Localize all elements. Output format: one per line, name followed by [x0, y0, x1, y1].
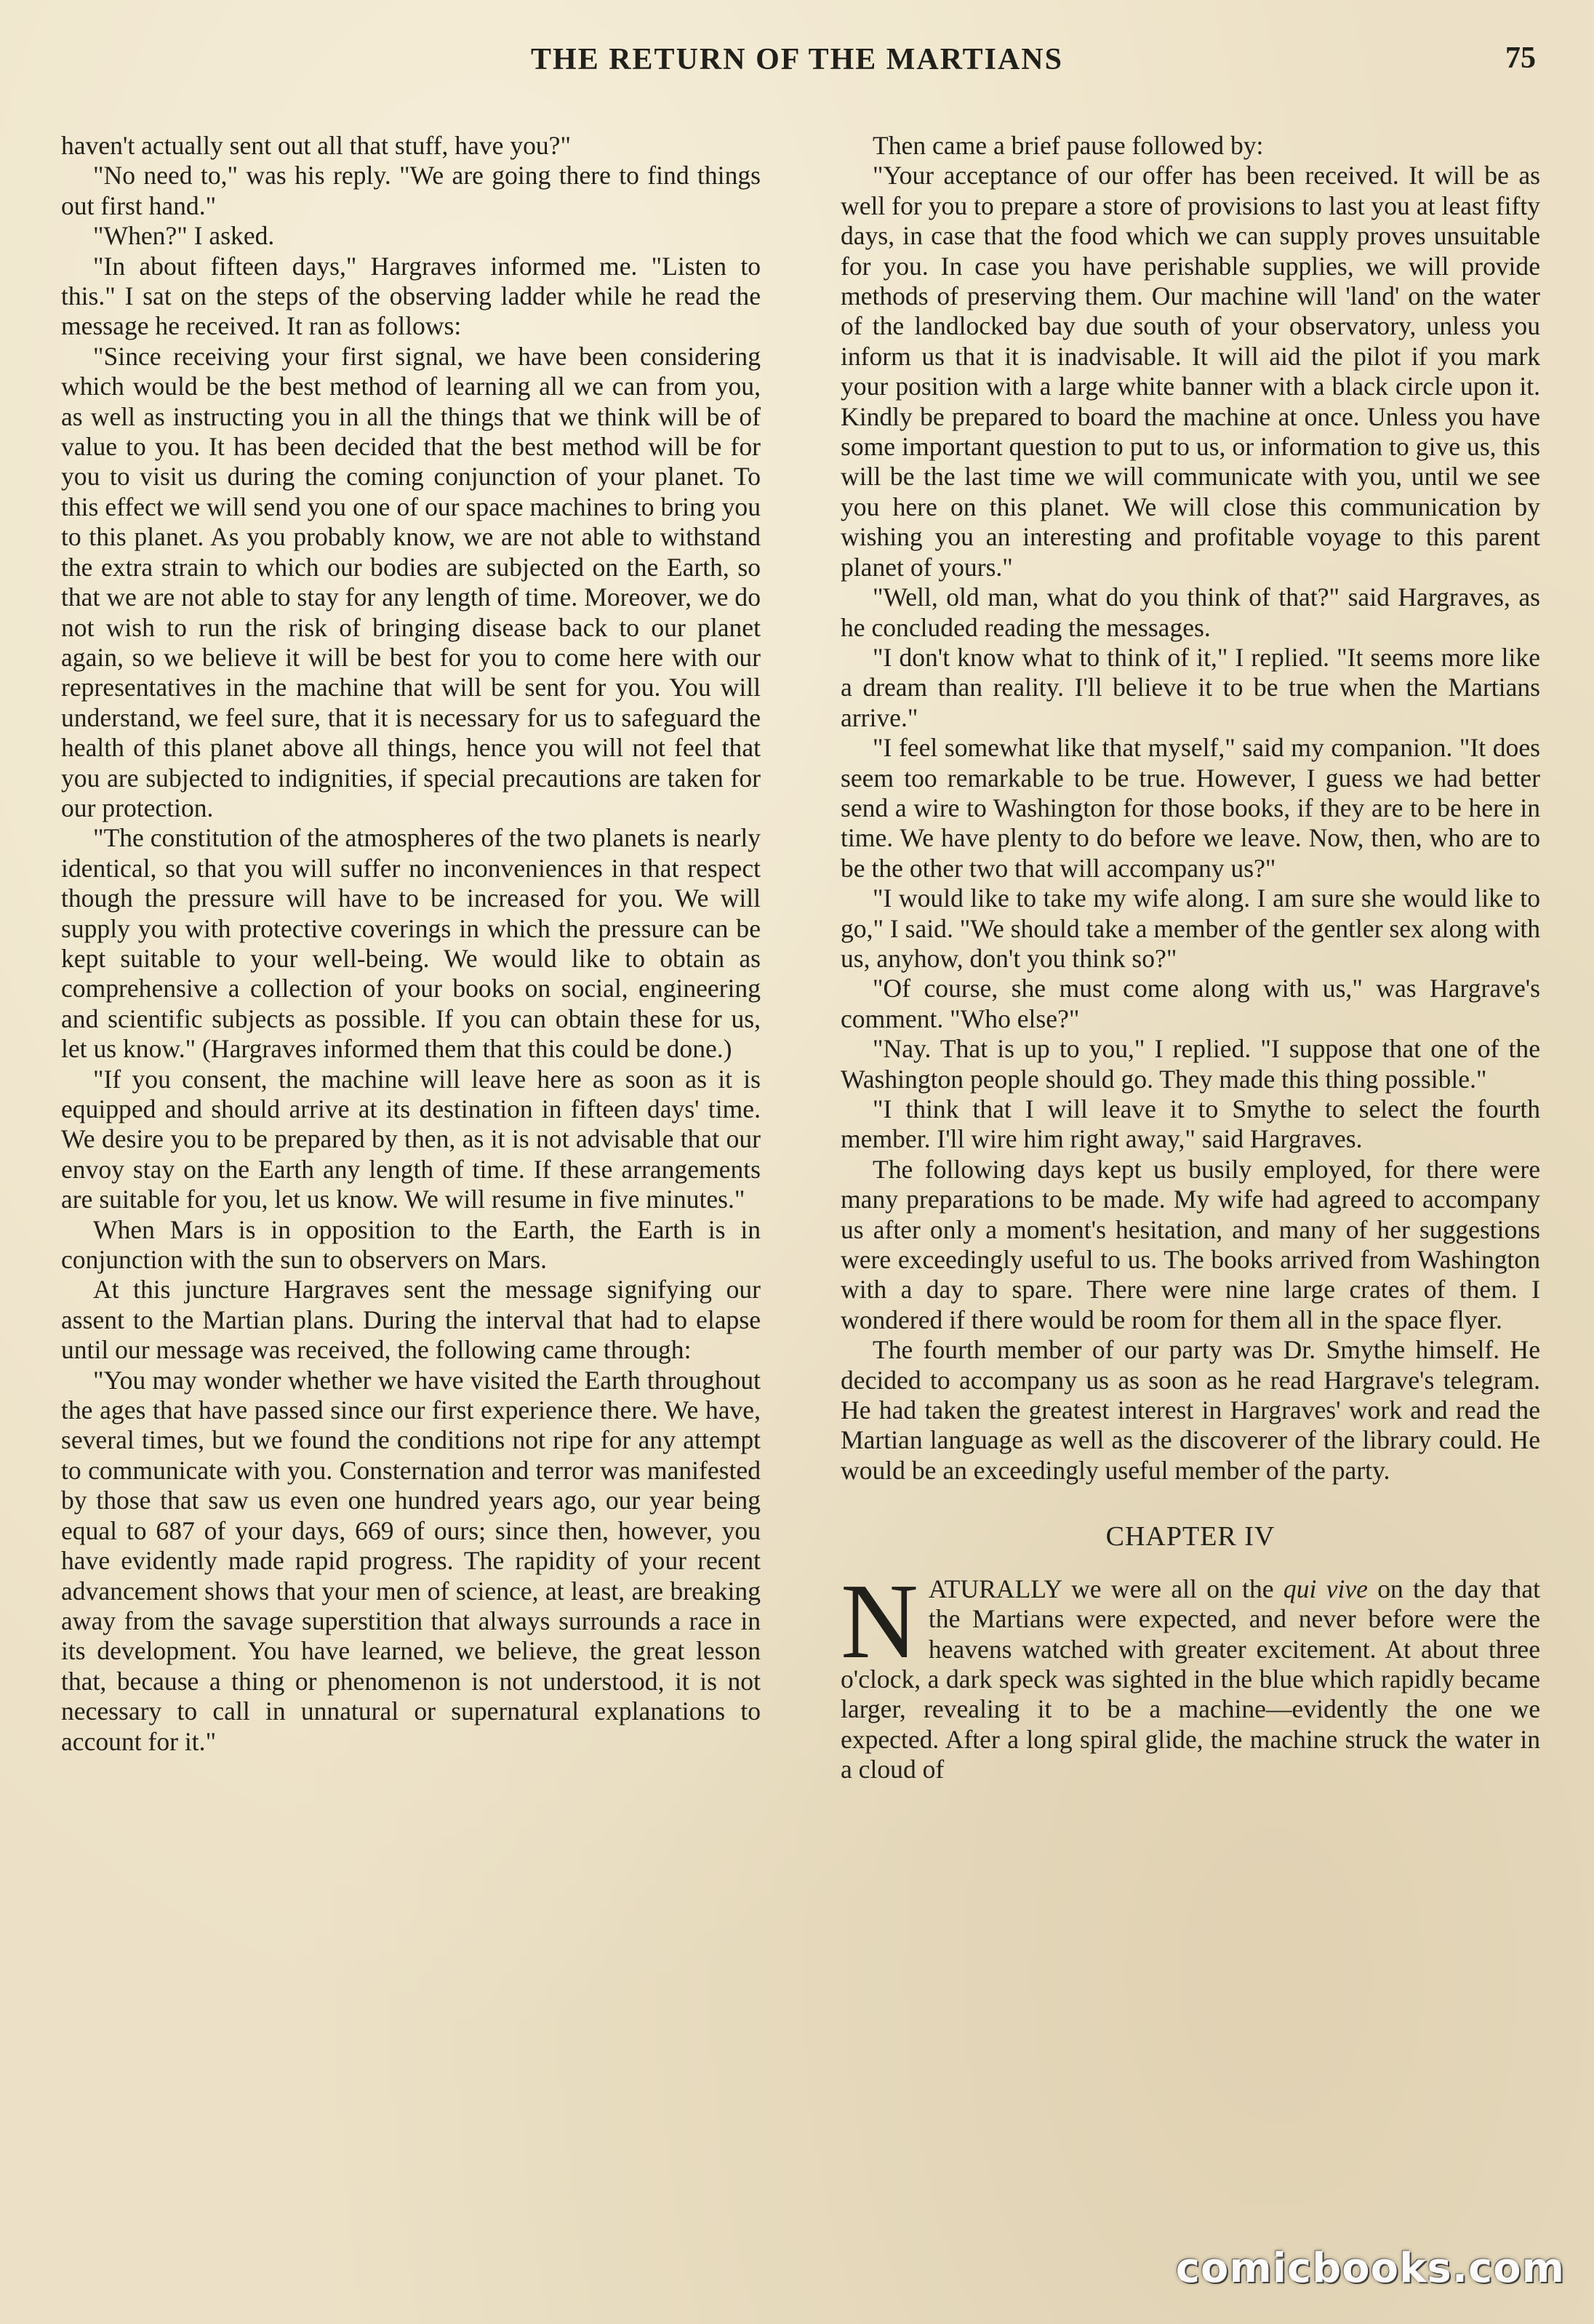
- chapter-opening-paragraph: [841, 1561, 1540, 1785]
- chapter-text-after-italic: on the day that the Martians were expected, and never before were the heavens watched with greater excitement. At about three o'clock, a dark speck was sighted in the blue which rapidly became larger, revealing it to be a machine—evidently the one we expected. After a long spiral glide, the machine struck the water in a cloud of: [841, 1574, 1540, 1784]
- paragraph: "I think that I will leave it to Smythe to select the fourth member. I'll wire him right away," said Hargraves.: [841, 1094, 1540, 1154]
- paragraph: "When?" I asked.: [93, 221, 275, 251]
- paragraph: "If you consent, the machine will leave here as soon as it is equipped and should arrive at its destination in fifteen days' time. We desire you to be prepared by then, as it is not advisable that our envoy stay on the Earth any length of time. If these arrangements are suitable for you, let us know. We will resume in five minutes.": [61, 1064, 761, 1214]
- paragraph: "You may wonder whether we have visited the Earth throughout the ages that have passed since our first experience there. We have, several times, but we found the conditions not ripe for any attempt to communicate with you. Consternation and terror was manifested by those that saw us even one hundred years ago, our year being equal to 687 of your days, 669 of ours; since then, however, you have evidently made rapid progress. The rapidity of your recent advancement shows that your men of science, at least, are breaking away from the savage superstition that always surrounds a race in its development. You have learned, we believe, the great lesson that, because a thing or phenomenon is not understood, it is not necessary to call in unnatural or supernatural explanations to account for it.": [61, 1365, 761, 1756]
- page-number: 75: [1505, 41, 1536, 75]
- paragraph: When Mars is in opposition to the Earth, the Earth is in conjunction with the sun to observers on Mars.: [61, 1214, 761, 1275]
- paragraph: "Of course, she must come along with us," was Hargrave's comment. "Who else?": [841, 974, 1540, 1033]
- paragraph: The fourth member of our party was Dr. Smythe himself. He decided to accompany us as soon as he read Hargrave's telegram. He had taken the greatest interest in Hargraves' work and read the Martian language as well as the discoverer of the library could. He would be an exceedingly useful member of the party.: [841, 1335, 1540, 1485]
- paragraph: "No need to," was his reply. "We are going there to find things out first hand.": [61, 161, 761, 220]
- paragraph: "Your acceptance of our offer has been received. It will be as well for you to prepare a store of provisions to last you at least fifty days, in case that the food which we can supply proves unsuitable for you. In case you have perishable supplies, we will provide methods of preserving them. Our machine will 'land' on the water of the landlocked bay due south of your observatory, unless you inform us that it is inadvisable. It will aid the pilot if you mark your position with a large white banner with a black circle upon it. Kindly be prepared to board the machine at once. Unless you have some important question to put to us, or information to give us, this will be the last time we will communicate with you, until we see you here on this planet. We will close this communication by wishing you an interesting and profitable voyage to this parent planet of yours.": [841, 161, 1540, 582]
- paragraph: The following days kept us busily employed, for there were many preparations to be made. My wife had agreed to accompany us after only a moment's hesitation, and many of her suggestions were exceedingly useful to us. The books arrived from Washington with a day to spare. There were nine large crates of them. I wondered if there would be room for them all in the space flyer.: [841, 1154, 1540, 1334]
- paragraph: haven't actually sent out all that stuff, have you?": [61, 131, 572, 160]
- opening-caps: ATURALLY: [928, 1574, 1062, 1603]
- paragraph: "I feel somewhat like that myself," said my companion. "It does seem too remarkable to be true. However, I guess we had better send a wire to Washington for those books, if they are to be here in time. We have plenty to do before we leave. Now, then, who are to be the other two that will accompany us?": [841, 733, 1540, 883]
- right-column: [841, 131, 1540, 2261]
- paragraph: "Nay. That is up to you," I replied. "I suppose that one of the Washington people should go. They made this thing possible.": [841, 1034, 1540, 1094]
- paragraph: "The constitution of the atmospheres of the two planets is nearly identical, so that you will suffer no inconveniences in that respect though the pressure will have to be increased for you. We will supply you with protective coverings in which the pressure can be kept suitable to your well-being. We would like to obtain as comprehensive a collection of your books on social, engineering and scientific subjects as possible. If you can obtain these for us, let us know." (Hargraves informed them that this could be done.): [61, 823, 761, 1064]
- drop-cap: N: [841, 1561, 918, 1681]
- watermark-logo: comicbooks.com: [1175, 2245, 1565, 2292]
- italic-phrase: qui vive: [1283, 1574, 1368, 1603]
- paragraph: "In about fifteen days," Hargraves informed me. "Listen to this." I sat on the steps of the observing ladder while he read the message he received. It ran as follows:: [61, 251, 761, 341]
- paragraph: "I would like to take my wife along. I am sure she would like to go," I said. "We should take a member of the gentler sex along with us, anyhow, don't you think so?": [841, 883, 1540, 973]
- chapter-text-before-italic: we were all on the: [1061, 1574, 1283, 1603]
- paragraph: "Since receiving your first signal, we have been considering which would be the best method of learning all we can from you, as well as instructing you in all the things that we think will be of value to you. It has been decided that the best method will be for you to visit us during the coming conjunction of your planet. To this effect we will send you one of our space machines to bring you to this planet. As you probably know, we are not able to withstand the extra strain to which our bodies are subjected on the Earth, so that we are not able to stay for any length of time. Moreover, we do not wish to run the risk of bringing disease back to our planet again, so we believe it will be best for you to come here with our representatives in the machine that will be sent for you. You will understand, we feel sure, that it is necessary for us to safeguard the health of this planet above all things, hence you will not feel that you are subjected to indignities, if special precautions are taken for our protection.: [61, 341, 761, 822]
- chapter-heading: CHAPTER IV: [1105, 1521, 1275, 1552]
- running-header: [0, 38, 1594, 89]
- running-title: THE RETURN OF THE MARTIANS: [531, 43, 1063, 76]
- paragraph: At this juncture Hargraves sent the message signifying our assent to the Martian plans. During the interval that had to elapse until our message was received, the following came through:: [61, 1275, 761, 1365]
- paragraph: "I don't know what to think of it," I replied. "It seems more like a dream than reality. I'll believe it to be true when the Martians arrive.": [841, 642, 1540, 732]
- left-column: [61, 131, 761, 2261]
- paragraph: Then came a brief pause followed by:: [873, 131, 1264, 160]
- paragraph: "Well, old man, what do you think of that?" said Hargraves, as he concluded reading the messages.: [841, 582, 1540, 642]
